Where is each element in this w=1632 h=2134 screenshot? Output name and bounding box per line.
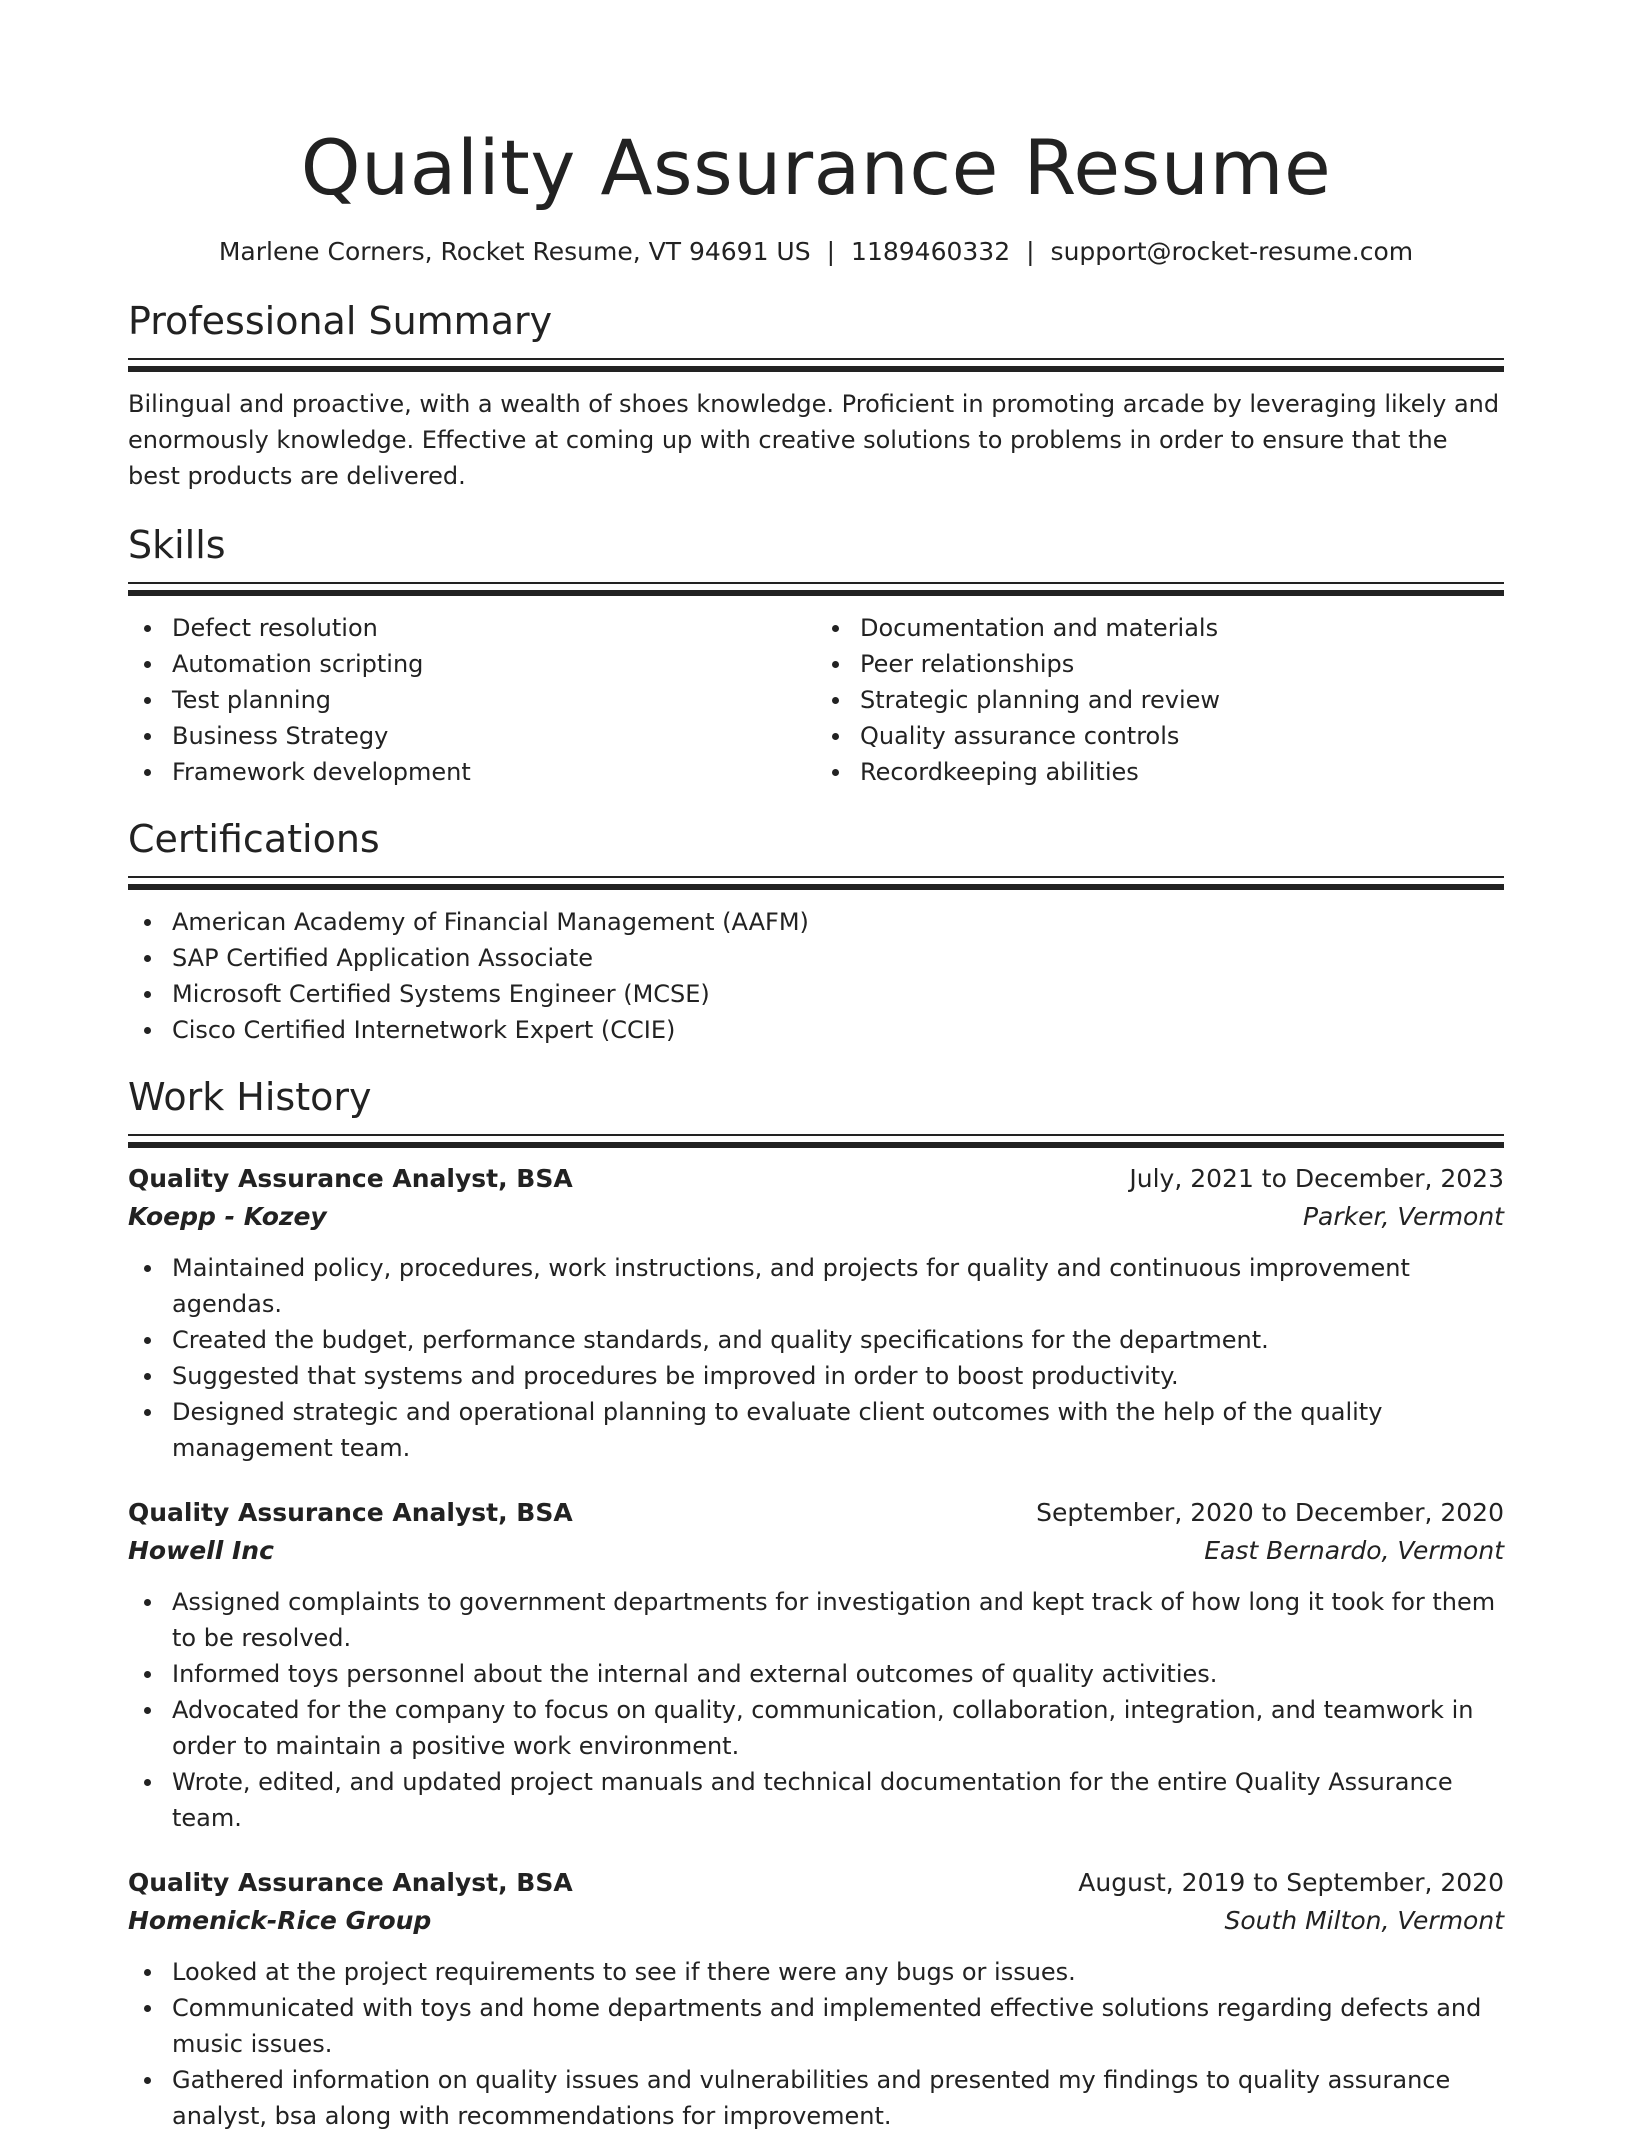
certifications-list — [128, 904, 1504, 1048]
skill-item: Automation scripting — [128, 646, 816, 682]
contact-separator: | — [826, 237, 836, 266]
certification-item: Cisco Certified Internetwork Expert (CCIE) — [128, 1012, 1504, 1048]
contact-address: Marlene Corners, Rocket Resume, VT 94691 US — [218, 237, 811, 266]
skill-item: Business Strategy — [128, 718, 816, 754]
section-divider — [128, 1134, 1504, 1148]
job-title: Quality Assurance Analyst, BSA — [128, 1868, 573, 1897]
skill-item: Strategic planning and review — [816, 682, 1504, 718]
section-divider — [128, 358, 1504, 372]
skill-item: Quality assurance controls — [816, 718, 1504, 754]
resume-title: Quality Assurance Resume — [300, 123, 1332, 212]
certification-item: SAP Certified Application Associate — [128, 940, 1504, 976]
job-dates: September, 2020 to December, 2020 — [1036, 1498, 1504, 1527]
job-bullet: Gathered information on quality issues and vulnerabilities and presented my findings to quality assurance analyst, bsa along with recommendations for improvement. — [128, 2062, 1504, 2134]
summary-section — [128, 296, 1504, 494]
skill-item: Documentation and materials — [816, 610, 1504, 646]
skills-left-list — [128, 610, 816, 790]
job-employer: Homenick-Rice Group — [128, 1906, 432, 1935]
certifications-heading: Certifications — [128, 817, 380, 861]
job-bullet: Informed toys personnel about the internal and external outcomes of quality activities. — [128, 1656, 1504, 1692]
section-divider — [128, 876, 1504, 890]
work-history-section — [128, 1072, 1504, 2134]
job-employer: Howell Inc — [128, 1536, 274, 1565]
job-bullet: Advocated for the company to focus on quality, communication, collaboration, integration, and teamwork in order to maintain a positive work environment. — [128, 1692, 1504, 1764]
job-location: East Bernardo, Vermont — [1204, 1536, 1504, 1565]
job-dates: August, 2019 to September, 2020 — [1078, 1868, 1504, 1897]
skill-item: Recordkeeping abilities — [816, 754, 1504, 790]
skill-item: Test planning — [128, 682, 816, 718]
job-bullet: Looked at the project requirements to see if there were any bugs or issues. — [128, 1954, 1504, 1990]
work-history-heading: Work History — [128, 1075, 372, 1119]
job-bullet: Maintained policy, procedures, work instructions, and projects for quality and continuous improvement agendas. — [128, 1250, 1504, 1322]
job-bullet: Designed strategic and operational planning to evaluate client outcomes with the help of the quality management team. — [128, 1394, 1504, 1466]
job-dates: July, 2021 to December, 2023 — [1129, 1164, 1504, 1193]
contact-separator: | — [1026, 237, 1035, 266]
job-location: Parker, Vermont — [1302, 1202, 1504, 1231]
skill-item: Framework development — [128, 754, 816, 790]
job-bullet: Suggested that systems and procedures be improved in order to boost productivity. — [128, 1358, 1504, 1394]
job-bullet-list — [128, 1250, 1504, 1466]
job-bullet: Created the budget, performance standards, and quality specifications for the department. — [128, 1322, 1504, 1358]
job-bullet: Assigned complaints to government departments for investigation and kept track of how long it took for them to be resolved. — [128, 1584, 1504, 1656]
summary-text: Bilingual and proactive, with a wealth of shoes knowledge. Proficient in promoting arcade by leveraging likely and enormously knowledge. Effective at coming up with creative solutions to problems in order to ensure that the best products are delivered. — [128, 390, 1500, 490]
contact-email: support@rocket-resume.com — [1050, 237, 1414, 266]
skills-heading: Skills — [128, 523, 226, 567]
skills-section — [128, 520, 1504, 790]
skills-grid — [128, 610, 1504, 790]
job-entry — [128, 1160, 1504, 1466]
job-location: South Milton, Vermont — [1224, 1906, 1504, 1935]
summary-heading: Professional Summary — [128, 299, 553, 343]
job-title: Quality Assurance Analyst, BSA — [128, 1498, 573, 1527]
contact-phone: 1189460332 — [851, 237, 1011, 266]
job-entry — [128, 1494, 1504, 1836]
section-divider — [128, 582, 1504, 596]
job-bullet-list — [128, 1584, 1504, 1836]
job-bullet-list — [128, 1954, 1504, 2134]
skill-item: Peer relationships — [816, 646, 1504, 682]
skills-right-list — [816, 610, 1504, 790]
job-bullet: Wrote, edited, and updated project manuals and technical documentation for the entire Quality Assurance team. — [128, 1764, 1504, 1836]
skill-item: Defect resolution — [128, 610, 816, 646]
certification-item: American Academy of Financial Management (AAFM) — [128, 904, 1504, 940]
job-employer: Koepp - Kozey — [128, 1202, 327, 1231]
certifications-section — [128, 814, 1504, 1048]
contact-line — [128, 234, 1504, 270]
job-bullet: Communicated with toys and home departments and implemented effective solutions regarding defects and music issues. — [128, 1990, 1504, 2062]
job-entry — [128, 1864, 1504, 2134]
job-title: Quality Assurance Analyst, BSA — [128, 1164, 573, 1193]
certification-item: Microsoft Certified Systems Engineer (MCSE) — [128, 976, 1504, 1012]
